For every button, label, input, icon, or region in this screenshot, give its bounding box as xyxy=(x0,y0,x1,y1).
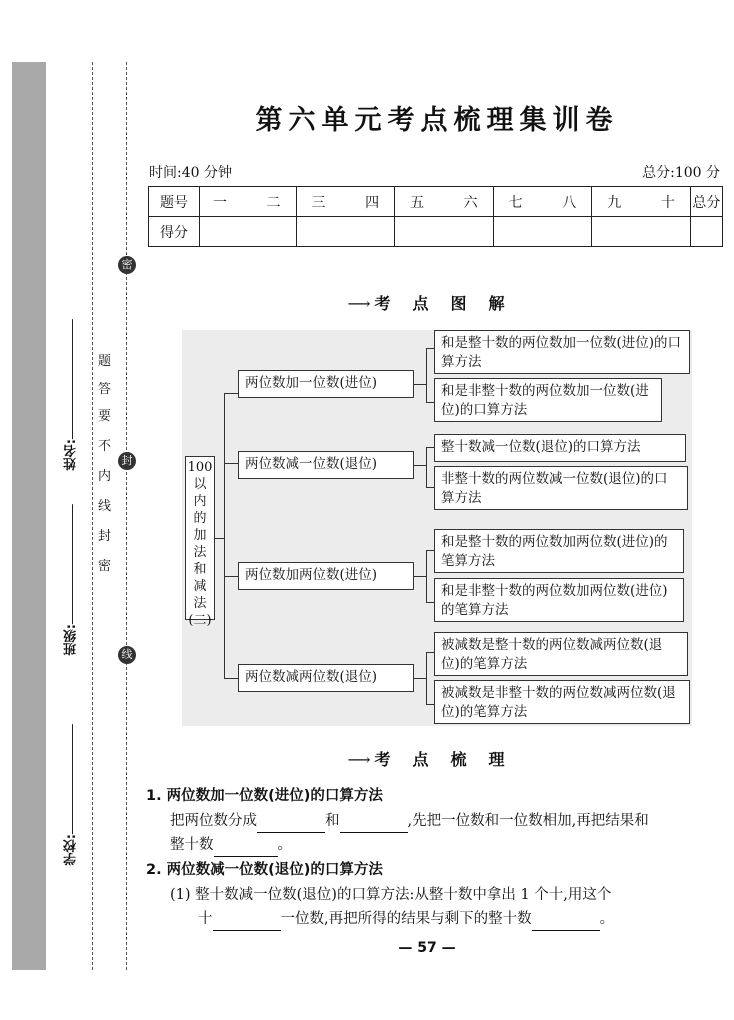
score-input-cell[interactable] xyxy=(493,217,592,247)
leaf-box: 和是整十数的两位数加一位数(进位)的口算方法 xyxy=(434,330,690,374)
blank-input[interactable] xyxy=(213,908,281,931)
name-field xyxy=(62,315,81,470)
score-cell: 三 四 xyxy=(296,187,395,217)
blank-input[interactable] xyxy=(214,834,278,857)
leaf-box: 被减数是非整十数的两位数减两位数(退位)的笔算方法 xyxy=(434,680,690,724)
cut-line-2 xyxy=(126,62,127,970)
score-cell: 九 十 xyxy=(592,187,691,217)
branch-box: 两位数减一位数(退位) xyxy=(238,451,414,479)
leaf-box: 整十数减一位数(退位)的口算方法 xyxy=(434,434,686,462)
score-table xyxy=(148,186,723,247)
score-cell: 一 二 xyxy=(200,187,297,217)
binding-strip xyxy=(12,62,46,970)
item-2-1-text: (1) 整十数减一位数(退位)的口算方法:从整十数中拿出 1 个十,用这个 xyxy=(170,887,612,903)
seal-char: 要 xyxy=(98,409,112,424)
seal-char: 密 xyxy=(98,559,112,574)
item-1-title: 1. 两位数加一位数(进位)的口算方法 xyxy=(146,788,383,804)
seal-circle-mark: 线 xyxy=(118,646,136,664)
seal-char: 答 xyxy=(98,382,112,397)
item-1-text-cont: 整十数 。 xyxy=(170,834,292,857)
seal-char: 封 xyxy=(98,529,112,544)
item-1-text: 把两位数分成 和 ,先把一位数和一位数相加,再把结果和 xyxy=(170,810,730,833)
blank-input[interactable] xyxy=(257,810,325,833)
seal-char: 不 xyxy=(98,439,112,454)
score-input-cell[interactable] xyxy=(296,217,395,247)
section-banner-diagram: ⟶ 考点图解 xyxy=(347,294,527,313)
leaf-box: 被减数是整十数的两位数减两位数(退位)的笔算方法 xyxy=(434,632,688,676)
branch-box: 两位数加两位数(进位) xyxy=(238,562,414,590)
leaf-box: 非整十数的两位数减一位数(退位)的口算方法 xyxy=(434,466,688,510)
diagram-root: 100 以 内 的 加 法 和 减 法 (二) xyxy=(185,456,215,620)
score-cell: 七 八 xyxy=(493,187,592,217)
class-label: 班级: xyxy=(64,624,79,656)
school-label: 学校: xyxy=(64,834,79,866)
item-2-1-text-cont: 十 一位数,再把所得的结果与剩下的整十数 。 xyxy=(198,908,614,931)
seal-char: 题 xyxy=(98,354,112,369)
arrow-icon: ⟶ xyxy=(347,750,371,769)
branch-box: 两位数加一位数(进位) xyxy=(238,370,414,398)
total-score-label: 总分:100 分 xyxy=(642,165,720,181)
cut-line-1 xyxy=(92,62,93,970)
leaf-box: 和是非整十数的两位数加一位数(进位)的口算方法 xyxy=(434,378,662,422)
seal-char: 内 xyxy=(98,469,112,484)
leaf-box: 和是整十数的两位数加两位数(进位)的笔算方法 xyxy=(434,529,684,573)
branch-box: 两位数减两位数(退位) xyxy=(238,664,414,692)
page-title: 第六单元考点梳理集训卷 xyxy=(255,105,619,136)
blank-input[interactable] xyxy=(532,908,600,931)
time-label: 时间:40 分钟 xyxy=(149,165,232,181)
score-value-row xyxy=(149,217,723,247)
score-cell: 得分 xyxy=(149,217,200,247)
item-2-title: 2. 两位数减一位数(退位)的口算方法 xyxy=(146,862,383,878)
seal-circle-mark: 封 xyxy=(118,452,136,470)
score-input-cell[interactable] xyxy=(395,217,494,247)
score-cell: 五 六 xyxy=(395,187,494,217)
score-input-cell[interactable] xyxy=(200,217,297,247)
score-input-cell[interactable] xyxy=(592,217,691,247)
seal-circle-mark: 密 xyxy=(118,256,136,274)
concept-diagram xyxy=(182,330,692,726)
score-input-cell[interactable] xyxy=(690,217,722,247)
score-cell: 题号 xyxy=(149,187,200,217)
arrow-icon: ⟶ xyxy=(347,294,371,313)
name-label: 姓名: xyxy=(64,439,79,471)
score-cell: 总分 xyxy=(690,187,722,217)
score-header-row xyxy=(149,187,723,217)
class-field xyxy=(62,500,81,655)
school-field xyxy=(62,720,81,865)
leaf-box: 和是非整十数的两位数加两位数(进位)的笔算方法 xyxy=(434,578,684,622)
page-number: — 57 — xyxy=(398,940,456,956)
seal-char: 线 xyxy=(98,499,112,514)
section-banner-review: ⟶ 考点梳理 xyxy=(347,750,527,769)
blank-input[interactable] xyxy=(340,810,408,833)
